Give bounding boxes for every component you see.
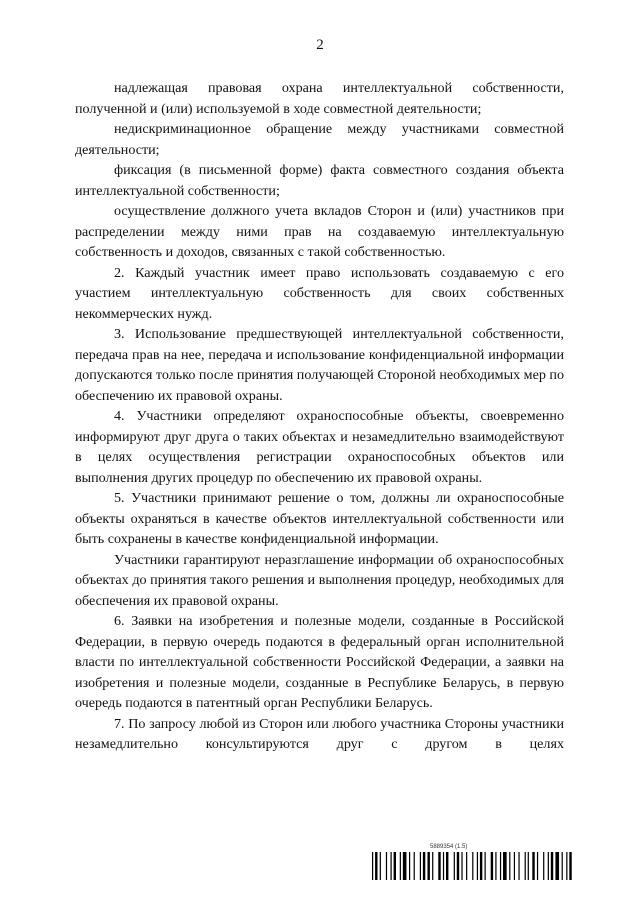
- barcode-bar: [375, 852, 377, 880]
- barcode-bar: [566, 852, 567, 880]
- barcode-bar: [372, 852, 373, 880]
- paragraph-clause-7: 7. По запросу любой из Сторон или любого участника Стороны участники незамедлительно консультируются друг с другом в целях: [75, 715, 564, 752]
- barcode-bar: [548, 852, 549, 880]
- document-code: 5889354 (1.5): [430, 844, 468, 850]
- barcode-bar: [438, 852, 440, 880]
- barcode-bar: [466, 852, 467, 880]
- barcode-bar: [403, 852, 407, 880]
- paragraph-legal-protection: надлежащая правовая охрана интеллектуальной собственности, полученной и (или) используемой в ходе совместной деятельности;: [75, 80, 564, 117]
- barcode-bar: [427, 852, 429, 880]
- paragraph-nondiscrimination: недискриминационное обращение между участниками совместной деятельности;: [75, 121, 564, 158]
- barcode-bar: [400, 852, 401, 880]
- barcode-bar: [551, 852, 553, 880]
- barcode-bar: [569, 852, 571, 880]
- barcode-bar: [394, 852, 396, 880]
- paragraph-nondisclosure: Участники гарантируют неразглашение информации об охраноспособных объектах до принятия такого решения и выполнения процедур, необходимых для обеспечения их правовой охраны.: [75, 551, 564, 609]
- barcode-bar: [503, 852, 507, 880]
- barcode-bar: [446, 852, 448, 880]
- document-body: [75, 78, 564, 755]
- barcode-bar: [409, 852, 410, 880]
- barcode-bar: [518, 852, 519, 880]
- barcode-bar: [461, 852, 462, 880]
- barcode-bar: [432, 852, 433, 880]
- barcode-bar: [414, 852, 415, 880]
- barcode-bar: [509, 852, 510, 880]
- barcode-bar: [472, 852, 473, 880]
- paragraph-contributions: осуществление должного учета вкладов Сторон и (или) участников при распределении между ними прав на создаваемую интеллектуальную собственность и доходов, связанных с такой собственностью.: [75, 203, 564, 260]
- barcode: [372, 852, 574, 880]
- barcode-bar: [443, 852, 444, 880]
- paragraph-clause-5: 5. Участники принимают решение о том, должны ли охраноспособные объекты охраняться в качестве объектов интеллектуальной собственности или быть сохранены в качестве конфиденциальной информации.: [75, 490, 564, 547]
- barcode-bar: [528, 852, 529, 880]
- barcode-bar: [457, 852, 459, 880]
- barcode-bar: [454, 852, 455, 880]
- paragraph-clause-3: 3. Использование предшествующей интеллектуальной собственности, передача прав на нее, передача и использование конфиденциальной информации допускаются только после принятия получающей Стороной необходимых мер по обеспечению их правовой охраны.: [75, 326, 564, 404]
- barcode-bar: [491, 852, 493, 880]
- barcode-bar: [532, 852, 534, 880]
- barcode-bar: [480, 852, 482, 880]
- paragraph-clause-2: 2. Каждый участник имеет право использовать создаваемую с его участием интеллектуальную собственность для своих собственных некоммерческих нужд.: [75, 264, 564, 322]
- barcode-bar: [562, 852, 563, 880]
- barcode-bar: [390, 852, 391, 880]
- barcode-bar: [386, 852, 387, 880]
- barcode-bar: [495, 852, 496, 880]
- barcode-bar: [485, 852, 486, 880]
- barcode-bar: [423, 852, 425, 880]
- barcode-bar: [537, 852, 538, 880]
- paragraph-clause-6: 6. Заявки на изобретения и полезные модели, созданные в Российской Федерации, в первую очередь подаются в федеральный орган исполнительной власти по интеллектуальной собственности Российской Федерации, а заявки на изобретения и полезные модели, созданные в Республике Беларусь, в первую очередь подаются в патентный орган Республики Беларусь.: [75, 613, 564, 711]
- barcode-bar: [420, 852, 421, 880]
- barcode-bar: [555, 852, 559, 880]
- barcode-bar: [380, 852, 381, 880]
- barcode-bar: [477, 852, 478, 880]
- barcode-bar: [514, 852, 515, 880]
- page-number: 2: [316, 37, 324, 53]
- barcode-bar: [500, 852, 501, 880]
- barcode-bar: [543, 852, 544, 880]
- paragraph-clause-4: 4. Участники определяют охраноспособные объекты, своевременно информируют друг друга о таких объектах и незамедлительно взаимодействуют в целях осуществления регистрации охраноспособных объектов или выполнения других процедур по обеспечению их правовой охраны.: [75, 408, 564, 486]
- barcode-bar: [525, 852, 526, 880]
- paragraph-joint-creation: фиксация (в письменной форме) факта совместного создания объекта интеллектуальной собственности;: [75, 162, 564, 199]
